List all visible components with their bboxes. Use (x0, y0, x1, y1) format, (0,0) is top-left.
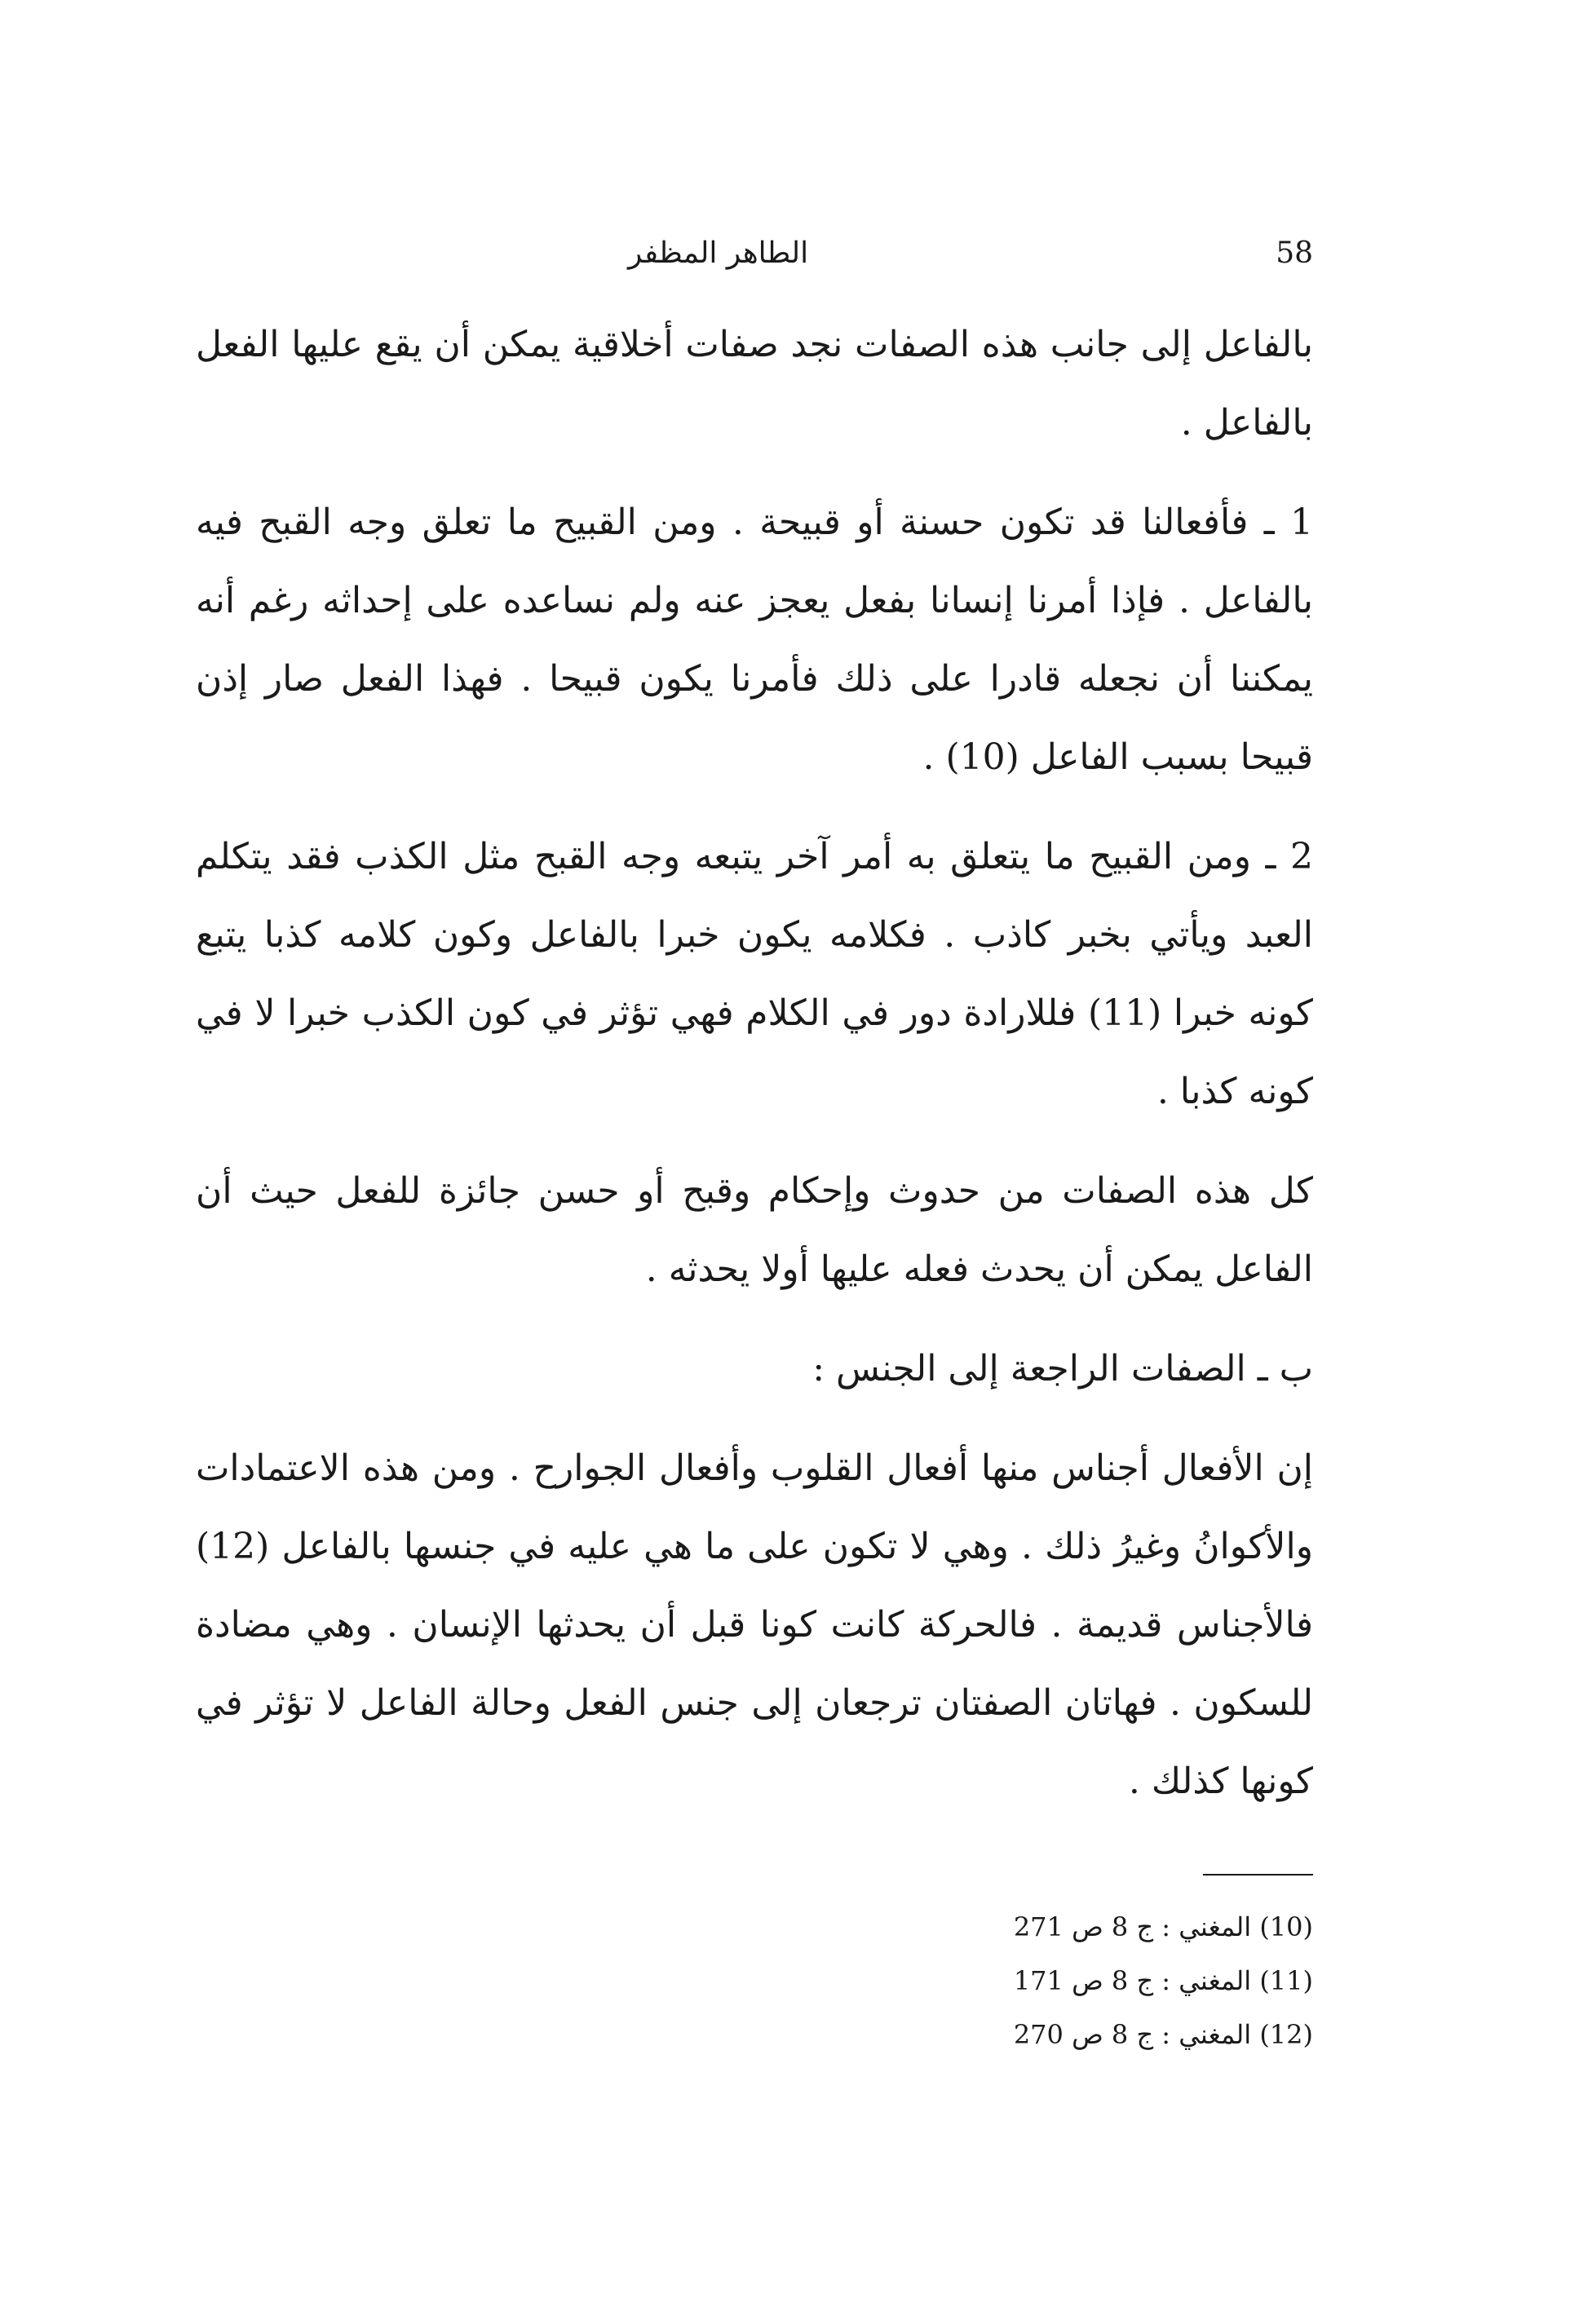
footnote-11: (11) المغني : ج 8 ص 171 (1013, 1965, 1313, 1996)
running-head-author: الطاهر المظفر (628, 236, 809, 270)
footnote-10: (10) المغني : ج 8 ص 271 (1013, 1911, 1313, 1942)
page-number: 58 (1276, 236, 1313, 270)
paragraph-genus: إن الأفعال أجناس منها أفعال القلوب وأفعال الجوارح . ومن هذه الاعتمادات والأكوانُ وغيرُ ذلك . وهي لا تكون على ما هي عليه في جنسها بالفاعل (12) فالأجناس قديمة . فالحركة كانت كونا قبل أن يحدثها الإنسان . وهي مضادة للسكون . فهاتان الصفتان ترجعان إلى جنس الفعل وحالة الفاعل لا تؤثر في كونها كذلك . (196, 1447, 1313, 1802)
running-head (196, 236, 1313, 285)
body-text (196, 306, 1313, 1842)
paragraph-point-1: 1 ـ فأفعالنا قد تكون حسنة أو قبيحة . ومن القبيح ما تعلق وجه القبح فيه بالفاعل . فإذا أمرنا إنسانا بفعل يعجز عنه ولم نساعده على إحداثه رغم أنه يمكننا أن نجعله قادرا على ذلك فأمرنا يكون قبيحا . فهذا الفعل صار إذن قبيحا بسبب الفاعل (10) . (196, 501, 1313, 778)
section-heading-genus: ب ـ الصفات الراجعة إلى الجنس : (812, 1348, 1313, 1390)
footnotes (742, 1900, 1313, 2061)
paragraph-intro: بالفاعل إلى جانب هذه الصفات نجد صفات أخلاقية يمكن أن يقع عليها الفعل بالفاعل . (196, 324, 1313, 444)
paragraph-point-2: 2 ـ ومن القبيح ما يتعلق به أمر آخر يتبعه وجه القبح مثل الكذب فقد يتكلم العبد ويأتي بخبر كاذب . فكلامه يكون خبرا بالفاعل وكون كلامه كذبا يتبع كونه خبرا (11) فللارادة دور في الكلام فهي تؤثر في كون الكذب خبرا لا في كونه كذبا . (196, 836, 1313, 1112)
footnote-12: (12) المغني : ج 8 ص 270 (1013, 2019, 1313, 2050)
footnote-separator (1203, 1874, 1313, 1876)
paragraph-summary: كل هذه الصفات من حدوث وإحكام وقبح أو حسن جائزة للفعل حيث أن الفاعل يمكن أن يحدث فعله عليها أولا يحدثه . (196, 1170, 1313, 1290)
